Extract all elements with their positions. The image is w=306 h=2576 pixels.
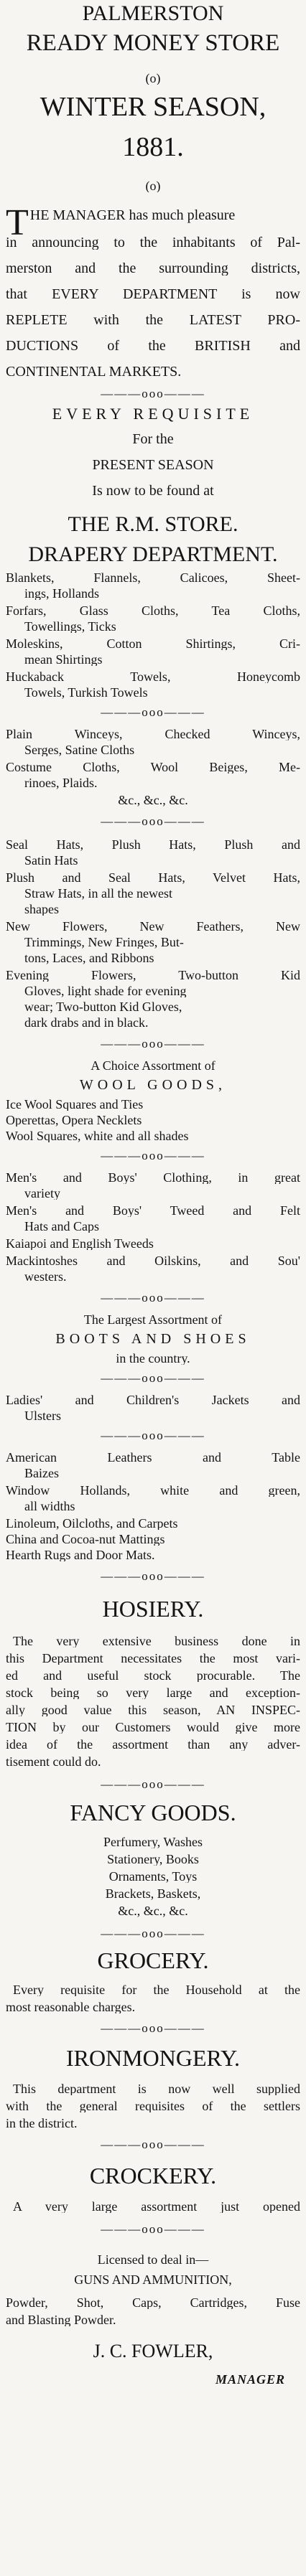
item-line: wear; Two-button Kid Gloves, [24,1000,182,1013]
item-line: Wool Squares, white and all shades [6,1129,189,1142]
item-line: all widths [24,1500,75,1513]
intro-line: REPLETE with the LATEST PRO- [6,313,300,327]
item-line: dark drabs and in black. [24,1016,149,1029]
item-line: The Largest Assortment of [83,1313,223,1326]
item-line: Seal Hats, Plush Hats, Plush and [6,838,300,851]
item-line: Mackintoshes and Oilskins, and Sou' [6,1254,300,1267]
requisite-line: For the [132,432,174,446]
item-line: tons, Laces, and Ribbons [24,951,154,964]
separator: (o) [145,72,161,85]
item-line: Baizes [24,1467,59,1480]
item-line: Straw Hats, in all the newest [24,887,172,900]
item-line: Operettas, Opera Necklets [6,1114,142,1127]
body-line: The very extensive business done in [13,1635,300,1647]
item-line: Hats and Caps [24,1220,99,1233]
body-line: this Department necessitates the most vari- [6,1652,300,1665]
signature-name: J. C. FOWLER, [93,2341,213,2361]
separator: ———ooo——— [101,1429,205,1442]
body-line: A very large assortment just opened [13,2200,300,2213]
grocery-heading: GROCERY. [97,1949,209,1972]
item-line: westers. [24,1270,67,1283]
separator: ———ooo——— [101,1372,205,1384]
item-line: New Flowers, New Feathers, New [6,920,300,933]
body-line: This department is now well supplied [13,2082,300,2095]
intro-line: in announcing to the inhabitants of Pal- [6,235,300,250]
separator: (o) [145,179,161,192]
store-town-heading: PALMERSTON [82,3,224,24]
item-line: Serges, Satine Cloths [24,743,135,756]
requisite-line: PRESENT SEASON [92,458,214,472]
separator: ———ooo——— [101,1150,205,1162]
intro-line: HE MANAGER has much pleasure [29,208,236,223]
requisite-line: Is now to be found at [92,484,214,498]
item-line: in the country. [116,1352,190,1365]
fancy-goods-heading: FANCY GOODS. [70,1801,236,1824]
licensed-line: and Blasting Powder. [6,2313,116,2326]
item-line: Trimmings, New Fringes, But- [24,936,184,949]
item-line: Plain Winceys, Checked Winceys, [6,728,300,741]
separator: ———ooo——— [101,706,205,718]
licensed-line: Licensed to deal in— [97,2253,209,2266]
separator: ———ooo——— [101,1038,205,1050]
item-line: Stationery, Books [107,1853,199,1866]
item-line: Satin Hats [24,854,78,867]
separator: ———ooo——— [101,815,205,827]
crockery-heading: CROCKERY. [89,2164,217,2187]
item-line: ings, Hollands [24,587,100,600]
item-line: Linoleum, Oilcloths, and Carpets [6,1517,178,1530]
separator: ———ooo——— [101,1927,205,1940]
licensed-line: Powder, Shot, Caps, Cartridges, Fuse [6,2296,300,2309]
item-line: Perfumery, Washes [103,1835,203,1848]
item-line: Men's and Boys' Clothing, in great [6,1171,300,1184]
separator: ———ooo——— [101,387,205,400]
item-line: Blankets, Flannels, Calicoes, Sheet- [6,571,300,584]
item-line: A Choice Assortment of [91,1059,215,1072]
separator: ———ooo——— [101,2022,205,2034]
separator: ———ooo——— [101,2138,205,2150]
item-line: Ladies' and Children's Jackets and [6,1393,300,1406]
item-line: Evening Flowers, Two-button Kid [6,969,300,982]
item-line: Ornaments, Toys [108,1870,198,1883]
drapery-heading: DRAPERY DEPARTMENT. [28,544,278,565]
body-line: with the general requisites of the settlers [6,2100,300,2112]
intro-line: DUCTIONS of the BRITISH and [6,339,300,353]
hosiery-heading: HOSIERY. [102,1597,204,1620]
intro-first-line [6,208,300,237]
item-line: Brackets, Baskets, [105,1887,201,1900]
item-line: Men's and Boys' Tweed and Felt [6,1204,300,1217]
item-line: &c., &c., &c. [118,1904,188,1917]
body-line: tisement could do. [6,1755,101,1768]
store-title: THE R.M. STORE. [68,514,238,535]
item-line: &c., &c., &c. [118,794,188,807]
item-line: Hearth Rugs and Door Mats. [6,1548,155,1561]
item-line: Huckaback Towels, Honeycomb [6,670,300,683]
item-line: China and Cocoa-nut Mattings [6,1533,165,1546]
intro-line: merston and the surrounding districts, [6,261,300,276]
store-name-heading: READY MONEY STORE [26,32,280,55]
drop-cap: T [6,208,29,237]
body-line: idea of the assortment than any adver- [6,1738,300,1751]
body-line: Every requisite for the Household at the [13,1983,300,1996]
item-line: shapes [24,903,59,916]
ironmongery-heading: IRONMONGERY. [65,2046,241,2069]
intro-line: CONTINENTAL MARKETS. [6,365,182,379]
body-line: ed and useful stock procurable. The [6,1669,300,1682]
item-line: Kaiapoi and English Tweeds [6,1237,154,1250]
body-line: in the district. [6,2117,78,2130]
item-line: rinoes, Plaids. [24,776,98,789]
intro-line: that EVERY DEPARTMENT is now [6,287,300,301]
item-line: Window Hollands, white and green, [6,1484,300,1497]
season-heading: WINTER SEASON, [40,93,266,121]
item-line: Ulsters [24,1409,61,1422]
item-line: Towels, Turkish Towels [24,686,148,699]
separator: ———ooo——— [101,2223,205,2235]
item-line: variety [24,1187,60,1200]
body-line: TION by our Customers would give more [6,1721,300,1734]
boots-heading: BOOTS AND SHOES [55,1332,251,1346]
item-line: Costume Cloths, Wool Beiges, Me- [6,761,300,774]
wool-goods-heading: WOOL GOODS, [79,1078,227,1092]
body-line: most reasonable charges. [6,2001,136,2013]
body-line: ally good value this season, AN INSPEC- [6,1703,300,1716]
licensed-line: GUNS AND AMMUNITION, [74,2273,232,2286]
item-line: American Leathers and Table [6,1451,300,1464]
item-line: Gloves, light shade for evening [24,984,187,997]
item-line: Towellings, Ticks [24,620,116,633]
item-line: mean Shirtings [24,653,103,666]
body-line: stock being so very large and exception- [6,1686,300,1699]
separator: ———ooo——— [101,1570,205,1582]
requisite-line: EVERY REQUISITE [52,406,254,422]
signature-title: MANAGER [215,2372,286,2387]
year-heading: 1881. [122,133,184,161]
separator: ———ooo——— [101,1292,205,1304]
item-line: Ice Wool Squares and Ties [6,1098,144,1111]
item-line: Plush and Seal Hats, Velvet Hats, [6,871,300,884]
item-line: Forfars, Glass Cloths, Tea Cloths, [6,604,300,617]
item-line: Moleskins, Cotton Shirtings, Cri- [6,637,300,650]
separator: ———ooo——— [101,1778,205,1790]
